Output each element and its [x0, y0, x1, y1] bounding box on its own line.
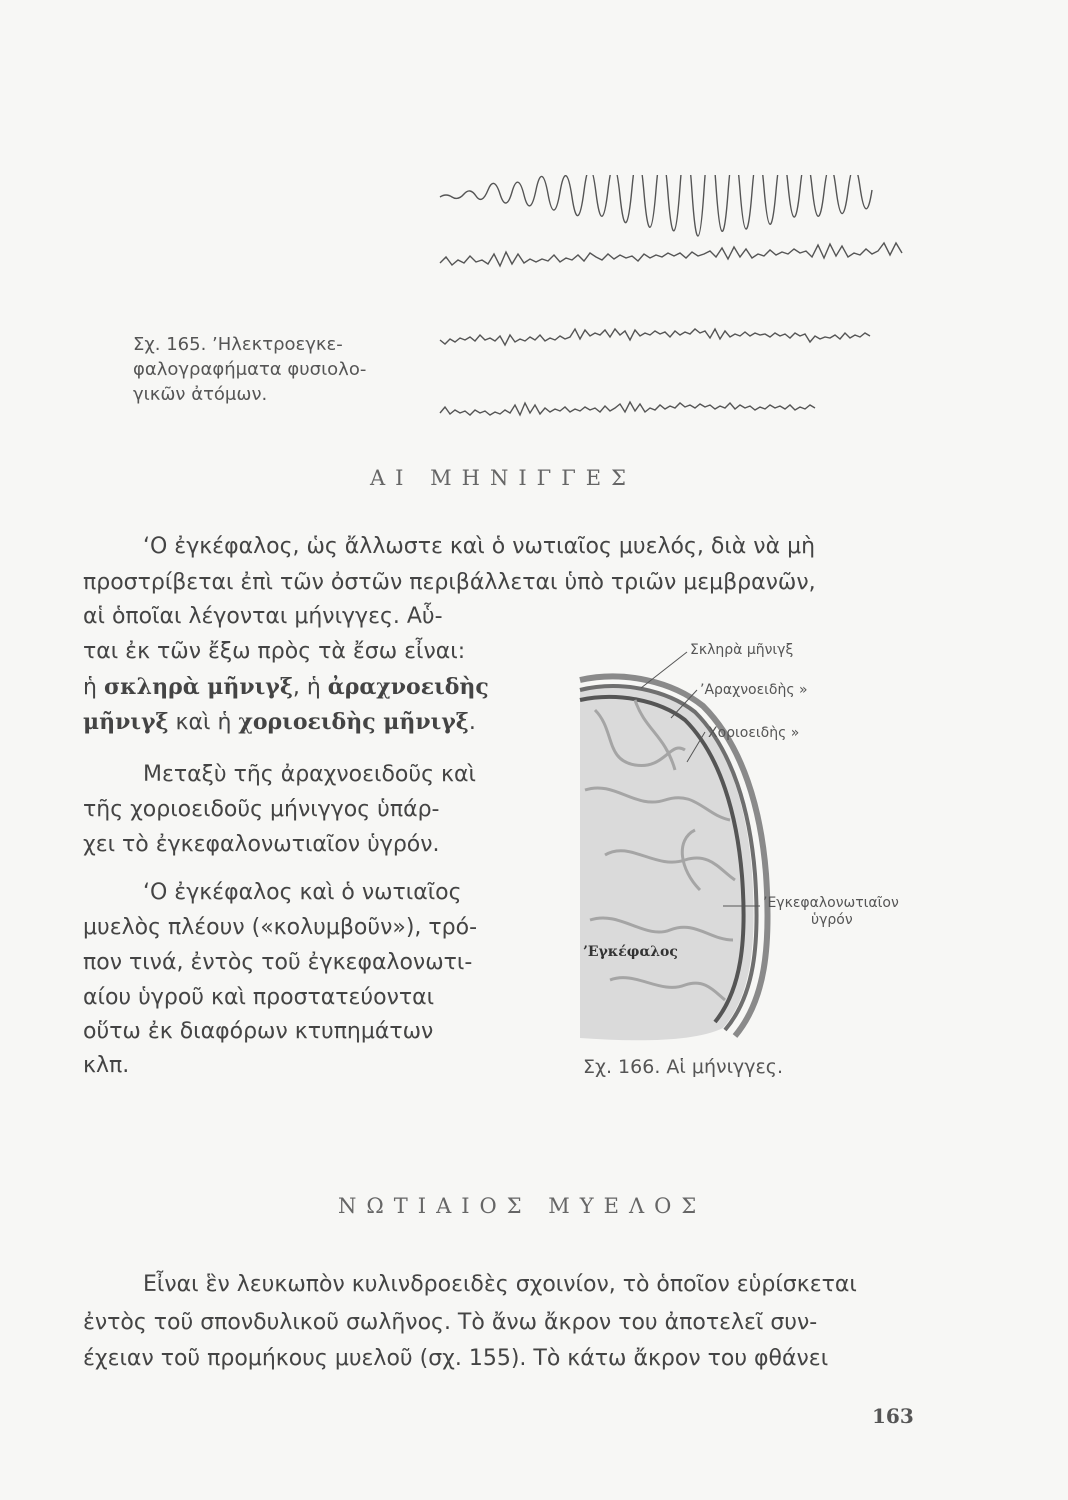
- meninges-illustration: [575, 640, 945, 1050]
- term-arachnoid: ἀραχνοειδὴς: [327, 674, 489, 700]
- body-line: προστρίβεται ἐπὶ τῶν ὀστῶν περιβάλλεται ὑπὸ τριῶν μεμβρανῶν,: [83, 570, 816, 595]
- section-heading-spinal-cord: ΝΩΤΙΑΙΟΣ ΜΥΕΛΟΣ: [338, 1194, 707, 1218]
- figure-166-caption: Σχ. 166. Αἱ μήνιγγες.: [583, 1056, 783, 1078]
- eeg-trace-3: [440, 329, 870, 345]
- label-csf-line1: ’Εγκεφαλονωτιαῖον: [763, 895, 899, 911]
- figure-165-caption-line: Σχ. 165. ’Ηλεκτροεγκε-: [133, 334, 343, 355]
- body-line-with-terms: [83, 674, 489, 700]
- label-dura-mater: Σκληρὰ μῆνιγξ: [690, 642, 794, 658]
- eeg-traces-figure: [430, 175, 930, 435]
- figure-165-caption: [133, 332, 373, 407]
- body-text: καὶ ἡ: [168, 710, 239, 735]
- body-line: μυελὸς πλέουν («κολυμβοῦν»), τρό-: [83, 915, 478, 940]
- body-line: κλπ.: [83, 1053, 130, 1078]
- figure-165-caption-line: φαλογραφήματα φυσιολο-: [133, 359, 367, 380]
- body-text: ἡ: [83, 675, 104, 700]
- body-line: αίου ὑγροῦ καὶ προστατεύονται: [83, 985, 435, 1010]
- term-meninx: μῆνιγξ: [83, 709, 169, 735]
- body-line: ‘Ο ἐγκέφαλος καὶ ὁ νωτιαῖος: [143, 880, 462, 905]
- meninges-figure: [575, 640, 945, 1050]
- body-line: ‘Ο ἐγκέφαλος, ὡς ἄλλωστε καὶ ὁ νωτιαῖος μυελός, διὰ νὰ μὴ: [143, 534, 816, 559]
- body-line: έχειαν τοῦ προμήκους μυελοῦ (σχ. 155). Τὸ κάτω ἄκρον του φθάνει: [83, 1346, 829, 1371]
- figure-165-caption-line: γικῶν ἀτόμων.: [133, 384, 268, 405]
- body-line: Εἶναι ἓν λευκωπὸν κυλινδροειδὲς σχοινίον, τὸ ὁποῖον εὑρίσκεται: [143, 1272, 857, 1297]
- term-pia-mater: χοριοειδὴς μῆνιγξ: [238, 709, 469, 735]
- eeg-trace-1: [440, 175, 872, 236]
- label-arachnoid: ’Αραχνοειδὴς »: [700, 682, 808, 698]
- body-text: , ἡ: [292, 675, 328, 700]
- label-csf-line2: ὑγρόν: [811, 912, 853, 928]
- body-line-with-terms: [83, 709, 476, 735]
- body-line: τῆς χοριοειδοῦς μήνιγγος ὑπάρ-: [83, 797, 440, 822]
- page-number: 163: [872, 1404, 914, 1428]
- label-pia-mater: Χοριοειδὴς »: [708, 725, 800, 741]
- body-line: οὕτω ἐκ διαφόρων κτυπημάτων: [83, 1019, 434, 1044]
- body-line: ται ἐκ τῶν ἔξω πρὸς τὰ ἔσω εἶναι:: [83, 639, 466, 664]
- body-line: Μεταξὺ τῆς ἀραχνοειδοῦς καὶ: [143, 762, 476, 787]
- section-heading-meninges: ΑΙ ΜΗΝΙΓΓΕΣ: [370, 466, 636, 490]
- eeg-trace-2: [440, 243, 902, 266]
- body-line: ἐντὸς τοῦ σπονδυλικοῦ σωλῆνος. Τὸ ἄνω ἄκρον του ἀποτελεῖ συν-: [83, 1310, 818, 1335]
- term-dura-mater: σκληρὰ μῆνιγξ: [103, 674, 293, 700]
- body-line: χει τὸ ἐγκεφαλονωτιαῖον ὑγρόν.: [83, 832, 440, 857]
- body-line: πον τινά, ἐντὸς τοῦ ἐγκεφαλονωτι-: [83, 950, 473, 975]
- eeg-trace-4: [440, 402, 815, 415]
- body-text: .: [468, 710, 476, 735]
- label-brain: ’Εγκέφαλος: [583, 944, 678, 960]
- body-line: αἱ ὁποῖαι λέγονται μήνιγγες. Αὗ-: [83, 604, 443, 629]
